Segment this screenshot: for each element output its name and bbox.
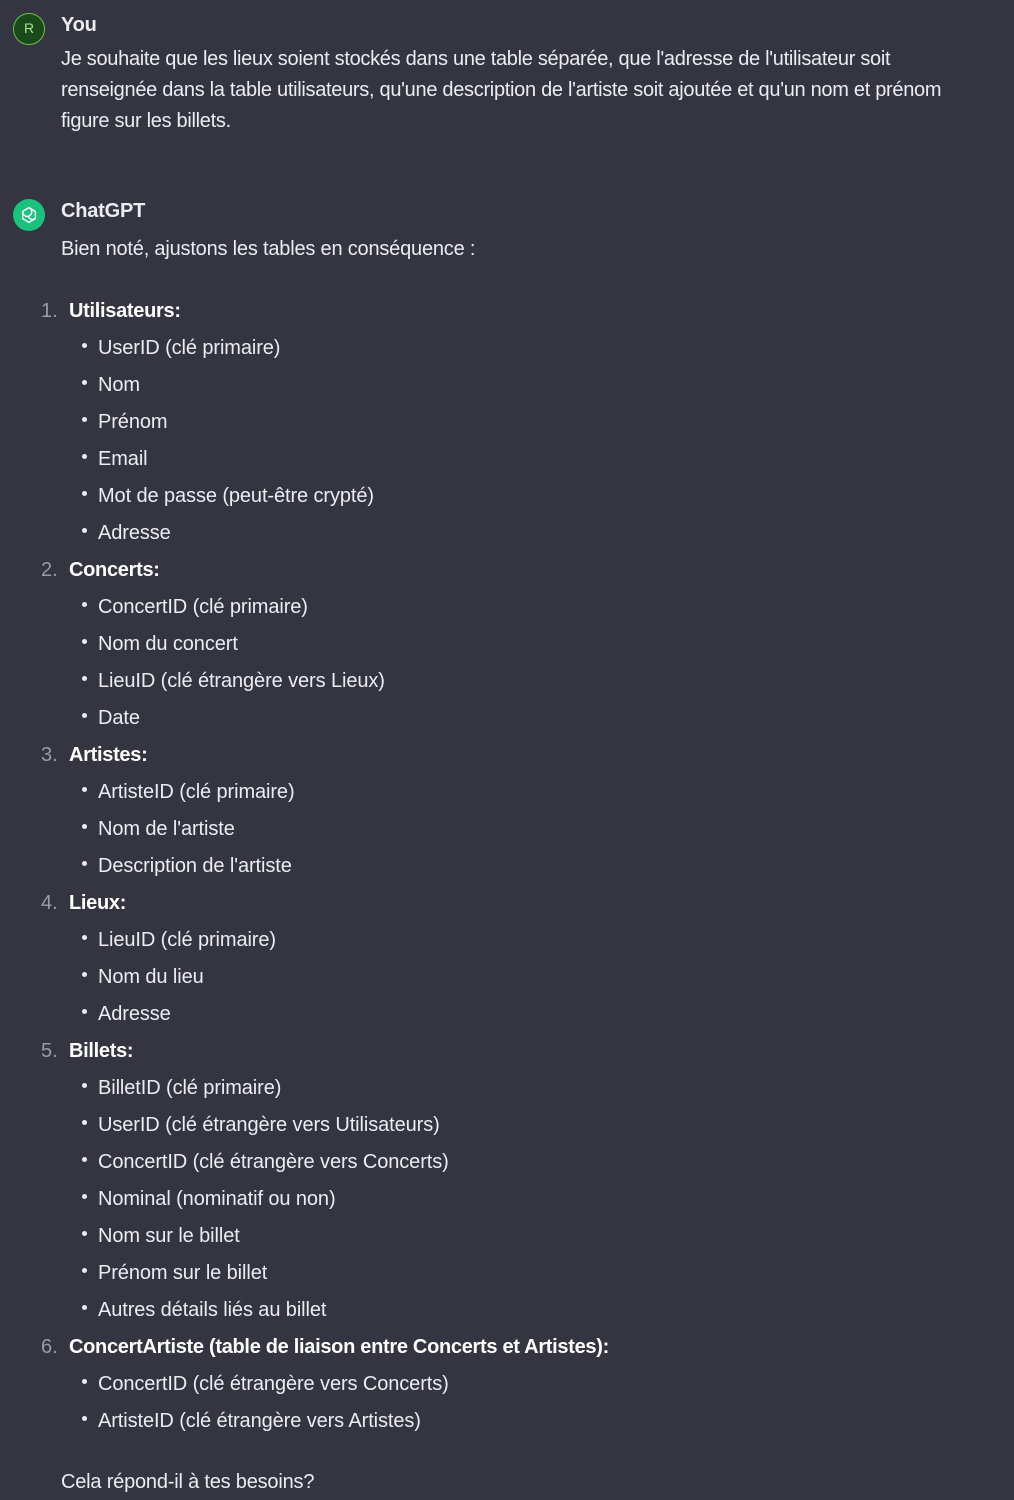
field-item: ArtisteID (clé étrangère vers Artistes) (98, 1407, 1014, 1444)
list-number: 2. (41, 559, 58, 581)
table-item (0, 889, 1014, 1037)
field-item: UserID (clé étrangère vers Utilisateurs) (98, 1111, 1014, 1148)
assistant-author-name: ChatGPT (61, 200, 146, 222)
table-item (0, 297, 1014, 556)
field-item: ConcertID (clé étrangère vers Concerts) (98, 1148, 1014, 1185)
list-number: 4. (41, 892, 58, 914)
list-number: 3. (41, 744, 58, 766)
table-title: Utilisateurs: (69, 300, 181, 322)
list-number: 6. (41, 1336, 58, 1358)
openai-logo-icon (13, 199, 45, 231)
field-item: Nom du lieu (98, 963, 1014, 1000)
field-list (0, 334, 1014, 556)
field-item: LieuID (clé étrangère vers Lieux) (98, 667, 1014, 704)
table-title: Concerts: (69, 559, 160, 581)
field-list (0, 926, 1014, 1037)
user-message-text: Je souhaite que les lieux soient stockés dans une table séparée, que l'adresse de l'utilisateur soit renseignée dans la table utilisateurs, qu'une description de l'artiste soit ajoutée et qu'un nom et prénom figure sur les billets. (61, 48, 942, 132)
field-item: Nominal (nominatif ou non) (98, 1185, 1014, 1222)
field-item: Adresse (98, 519, 1014, 556)
field-item: Description de l'artiste (98, 852, 1014, 889)
field-item: UserID (clé primaire) (98, 334, 1014, 371)
field-item: Adresse (98, 1000, 1014, 1037)
field-item: ConcertID (clé étrangère vers Concerts) (98, 1370, 1014, 1407)
field-item: Prénom sur le billet (98, 1259, 1014, 1296)
field-item: Email (98, 445, 1014, 482)
table-title: Billets: (69, 1040, 134, 1062)
table-item (0, 741, 1014, 889)
table-title: Lieux: (69, 892, 127, 914)
table-item (0, 1333, 1014, 1444)
field-item: Nom (98, 371, 1014, 408)
assistant-outro-text: Cela répond-il à tes besoins? (61, 1471, 315, 1493)
field-item: Prénom (98, 408, 1014, 445)
list-number: 1. (41, 300, 58, 322)
field-item: ArtisteID (clé primaire) (98, 778, 1014, 815)
field-list (0, 778, 1014, 889)
field-item: Nom sur le billet (98, 1222, 1014, 1259)
tables-list (0, 297, 1014, 1444)
field-item: Autres détails liés au billet (98, 1296, 1014, 1333)
field-item: Nom de l'artiste (98, 815, 1014, 852)
assistant-intro-text: Bien noté, ajustons les tables en conséquence : (61, 238, 476, 260)
table-title: Artistes: (69, 744, 148, 766)
field-item: ConcertID (clé primaire) (98, 593, 1014, 630)
table-item (0, 1037, 1014, 1333)
user-avatar: R (13, 13, 45, 45)
field-list (0, 1074, 1014, 1333)
field-item: Date (98, 704, 1014, 741)
user-author-name: You (61, 14, 97, 36)
table-item (0, 556, 1014, 741)
field-item: BilletID (clé primaire) (98, 1074, 1014, 1111)
field-item: Nom du concert (98, 630, 1014, 667)
field-item: Mot de passe (peut-être crypté) (98, 482, 1014, 519)
field-list (0, 1370, 1014, 1444)
list-number: 5. (41, 1040, 58, 1062)
table-title: ConcertArtiste (table de liaison entre Concerts et Artistes): (69, 1336, 609, 1358)
field-list (0, 593, 1014, 741)
field-item: LieuID (clé primaire) (98, 926, 1014, 963)
